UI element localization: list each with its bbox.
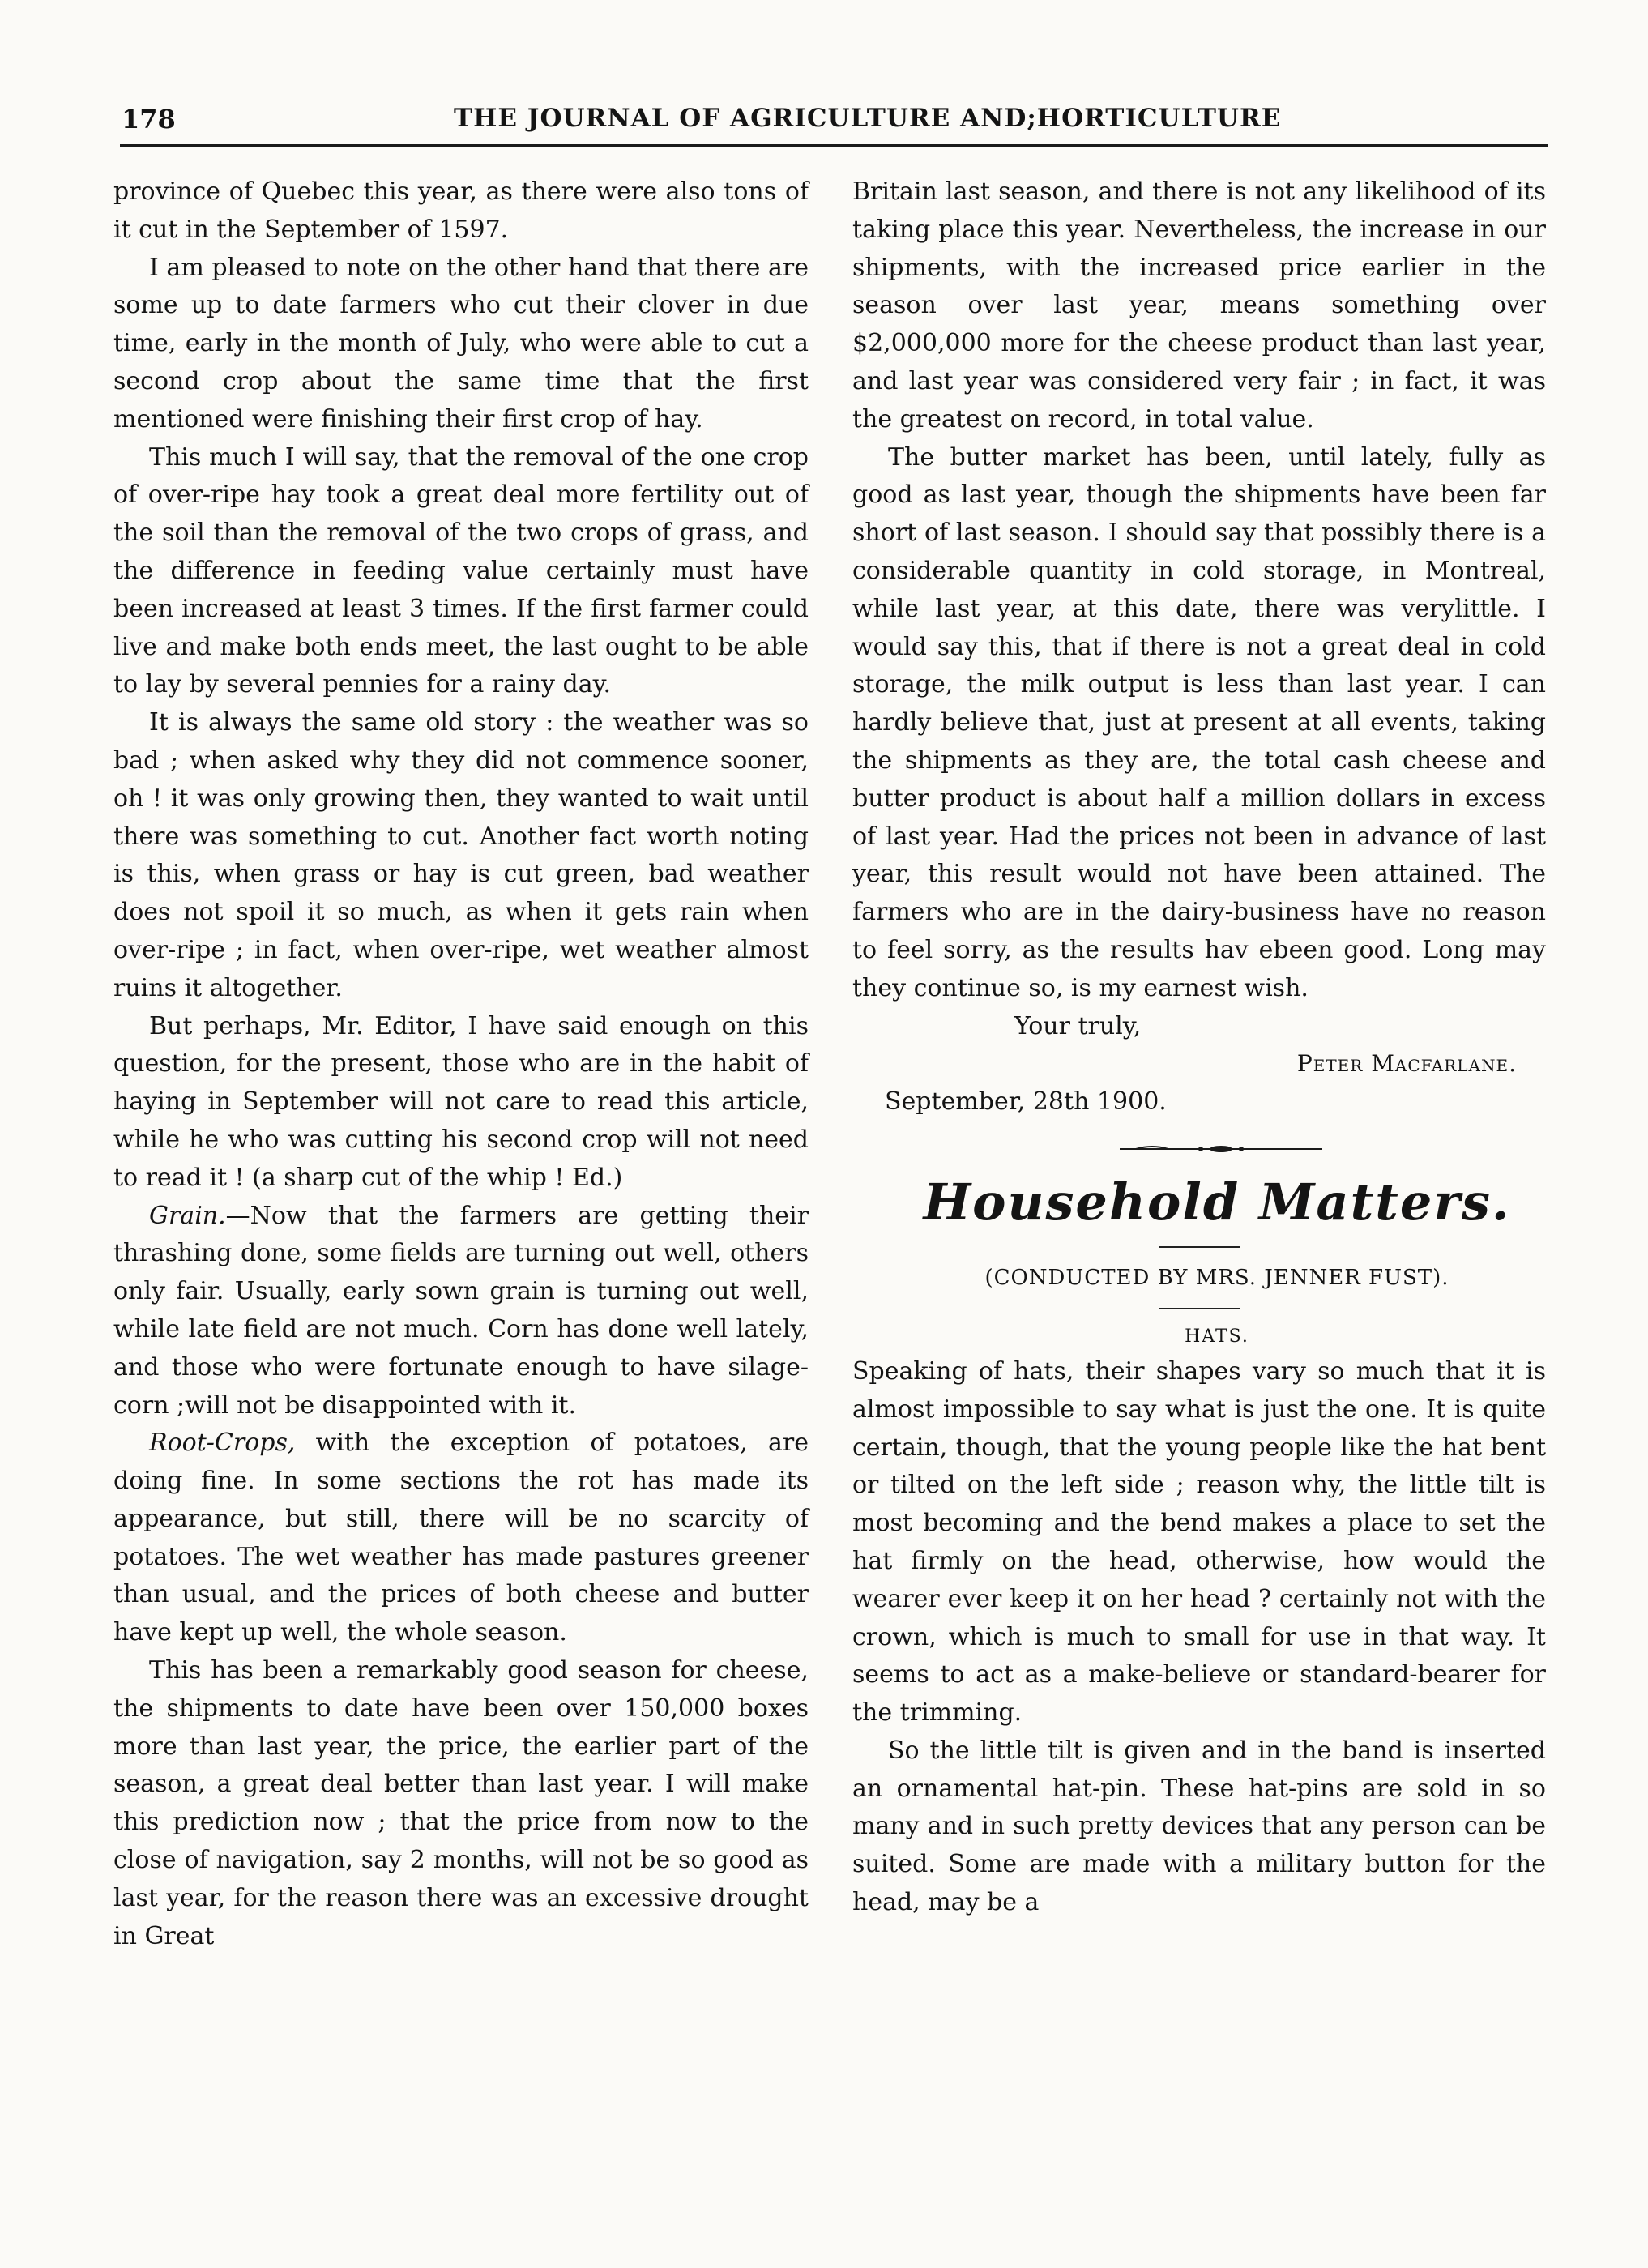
running-title: THE JOURNAL OF AGRICULTURE AND;HORTICULTURE (454, 104, 1282, 133)
paragraph: So the little tilt is given and in the band is inserted an ornamental hat-pin. These hat-pins are sold in so many and in such pretty devices that any person can be suited. Some are made with a military button for the head, may be a (852, 1736, 1546, 1917)
letter-signature: Peter Macfarlane. (1296, 1050, 1517, 1078)
page-number: 178 (122, 104, 176, 135)
paragraph-body: —Now that the farmers are getting their thrashing done, some fields are turning out well, others only fair. Usually, early sown grain is turning out well, while late field are not much. Corn has done well lately, and those who were fortunate enough to have silage-corn ;will not be disappointed with it. (113, 1201, 809, 1420)
letter-date: September, 28th 1900. (885, 1087, 1167, 1117)
page-header (122, 104, 1539, 141)
paragraph-root-crops (113, 1424, 809, 1652)
paragraph: This much I will say, that the removal of the one crop of over-ripe hay took a great deal more fertility out of the soil than the removal of the two crops of grass, and the difference in feeding value certainly must have been increased at least 3 times. If the first farmer could live and make both ends meet, the last ought to be able to lay by several pennies for a rainy day. (113, 442, 809, 699)
paragraph: I am pleased to note on the other hand that there are some up to date farmers who cut their clover in due time, early in the month of July, who were able to cut a second crop about the same time that the first mentioned were finishing their first crop of hay. (113, 253, 809, 434)
paragraph: province of Quebec this year, as there were also tons of it cut in the September of 1597. (113, 177, 809, 244)
paragraph: It is always the same old story : the weather was so bad ; when asked why they did not commence sooner, oh ! it was only growing then, they wanted to wait until there was something to cut. Another fact worth noting is this, when grass or hay is cut green, bad weather does not spoil it so much, as when it gets rain when over-ripe ; in fact, when over-ripe, wet weather almost ruins it altogether. (113, 708, 809, 1002)
paragraph: This has been a remarkably good season for cheese, the shipments to date have been over 150,000 boxes more than last year, the price, the earlier part of the season, a great deal better than last year. I will make this prediction now ; that the price from now to the close of navigation, say 2 months, will not be so good as last year, for the reason there was an excessive drought in Great (113, 1656, 809, 1950)
short-rule (1159, 1246, 1240, 1248)
header-rule (120, 144, 1548, 147)
section-title: Household Matters. (923, 1172, 1511, 1232)
paragraph-body: with the exception of potatoes, are doing fine. In some sections the rot has made its appearance, but still, there will be no scarcity of potatoes. The wet weather has made pastures greener than usual, and the prices of both cheese and butter have kept up well, the whole season. (113, 1429, 809, 1647)
paragraph: The butter market has been, until lately, fully as good as last year, though the shipments have been far short of last season. I should say that possibly there is a considerable quantity in cold storage, in Montreal, while last year, at this date, there was verylittle. I would say this, that if there is not a great deal in cold storage, the milk output is less than last year. I can hardly believe that, just at present at all events, taking the shipments as they are, the total cash cheese and butter product is about half a million dollars in excess of last year. Had the prices not been in advance of last year, this result would not have been attained. The farmers who are in the dairy-business have no reason to feel sorry, as the results hav ebeen good. Long may they continue so, is my earnest wish. (852, 442, 1546, 1002)
subheading: HATS. (1185, 1326, 1249, 1347)
paragraph: But perhaps, Mr. Editor, I have said enough on this question, for the present, those who are in the habit of haying in September will not care to read this article, while he who was cutting his second crop will not need to read it ! (a sharp cut of the whip ! Ed.) (113, 1011, 809, 1192)
paragraph-grain (113, 1198, 809, 1425)
conducted-by: (CONDUCTED BY MRS. JENNER FUST). (984, 1265, 1449, 1290)
paragraph-lead: Grain. (149, 1201, 226, 1230)
letter-closing: Your truly, (1014, 1011, 1142, 1040)
left-column (113, 173, 809, 1955)
paragraph: Britain last season, and there is not any likelihood of its taking place this year. Nevertheless, the increase in our shipments, with the increased price earlier in the season over last year, means something over $2,000,000 more for the cheese product than last year, and last year was considered very fair ; in fact, it was the greatest on record, in total value. (852, 177, 1546, 434)
right-column (852, 173, 1546, 1922)
short-rule (1159, 1308, 1240, 1309)
paragraph: Speaking of hats, their shapes vary so much that it is almost impossible to say what is just the one. It is quite certain, though, that the young people like the hat bent or tilted on the left side ; reason why, the little tilt is most becoming and the bend makes a place to set the hat firmly on the head, otherwise, how would the wearer ever keep it on her head ? certainly not with the crown, which is much to small for use in that way. It seems to act as a make-believe or standard-bearer for the trimming. (852, 1356, 1546, 1728)
ornament-divider (1120, 1143, 1322, 1154)
paragraph-lead: Root-Crops, (149, 1429, 296, 1458)
